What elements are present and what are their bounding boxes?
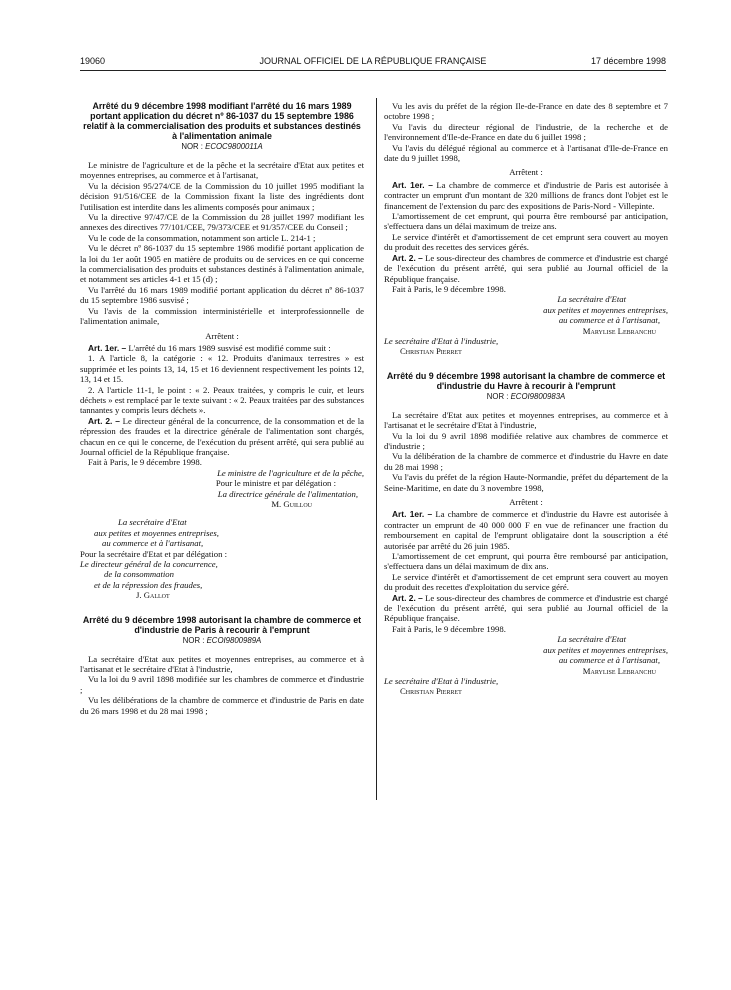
paragraph: Vu la décision 95/274/CE de la Commission du 10 juillet 1995 modifiant la décision 91/516/CEE de la Commission fixant la liste des ingrédients dont l'utilisation est interdite dans les aliments composés pour animaux ;: [80, 180, 364, 212]
nor-reference: [80, 636, 364, 645]
signature-line: aux petites et moyennes entreprises,: [94, 527, 219, 538]
signatory-name: Christian Pierret: [400, 686, 462, 697]
signatory-name: Marylise Lebranchu: [582, 325, 656, 336]
paragraph: Vu l'avis de la commission interministérielle et interprofessionnelle de l'alimentation animale,: [80, 305, 364, 327]
paragraph: Le ministre de l'agriculture et de la pêche et la secrétaire d'Etat aux petites et moyennes entreprises, au commerce et à l'artisanat,: [80, 160, 364, 181]
signature-line: au commerce et à l'artisanat,: [558, 655, 660, 666]
arretent-heading: Arrêtent :: [509, 497, 543, 507]
signature-line: et de la répression des fraudes,: [94, 579, 203, 590]
article-2: [384, 253, 668, 284]
paragraph: Vu l'arrêté du 16 mars 1989 modifié portant application du décret nº 86-1037 du 15 septembre 1986 susvisé ;: [80, 284, 364, 306]
article-1: [384, 180, 668, 211]
article-text: Le directeur général de la concurrence, de la consommation et de la répression des fraudes et la directrice générale de l'alimentation sont chargés, chacun en ce qui le concerne, de l'exécution du présent arrêté, qui sera publié au Journal officiel de la République française.: [80, 415, 364, 457]
paragraph: Vu l'avis du préfet de la région Haute-Normandie, préfet du département de la Seine-Maritime, en date du 3 novembre 1998,: [384, 472, 668, 493]
decree-title: Arrêté du 9 décembre 1998 modifiant l'arrêté du 16 mars 1989 portant application du décret nº 86-1037 du 15 septembre 1986 relatif à la commercialisation des produits et substances destinés à l'alimentation animale: [83, 101, 361, 141]
signature-line: La secrétaire d'Etat: [557, 294, 626, 305]
paragraph: Vu la délibération de la chambre de commerce et d'industrie du Havre en date du 28 mai 1998 ;: [384, 451, 668, 472]
arretent-heading: Arrêtent :: [205, 330, 239, 341]
article-2: [384, 593, 668, 624]
signature-line: de la consommation: [104, 569, 174, 580]
nor-reference: [384, 392, 668, 401]
signature-line: Pour la secrétaire d'Etat et par délégation :: [80, 548, 228, 559]
issue-date: 17 décembre 1998: [590, 56, 666, 66]
signature-line: au commerce et à l'artisanat,: [558, 315, 660, 326]
article-label: Art. 2. –: [88, 415, 120, 426]
left-column: [80, 101, 364, 716]
signature-line: La secrétaire d'Etat: [118, 517, 187, 528]
signature-line: au commerce et à l'artisanat,: [102, 538, 204, 549]
paragraph: Le service d'intérêt et d'amortissement de cet emprunt sera couvert au moyen du produit des recettes des services gérés.: [384, 231, 668, 253]
article-label: Art. 1er. –: [88, 342, 127, 353]
signature-place-date: Fait à Paris, le 9 décembre 1998.: [392, 283, 506, 294]
nor-code: ECOI9800983A: [510, 391, 566, 401]
page-header: [80, 56, 666, 68]
paragraph: La secrétaire d'Etat aux petites et moyennes entreprises, au commerce et à l'artisanat et le secrétaire d'Etat à l'industrie,: [384, 409, 668, 431]
signature-line: Le secrétaire d'Etat à l'industrie,: [384, 335, 499, 346]
nor-label: NOR :: [486, 391, 509, 401]
paragraph: 1. A l'article 8, la catégorie : « 12. Produits d'animaux terrestres » est supprimée et les points 13, 14, 15 et 16 deviennent respectivement les points 12, 13, 14 et 15.: [80, 353, 364, 385]
paragraph: L'amortissement de cet emprunt, qui pourra être remboursé par anticipation, s'effectuera dans un délai maximum de dix ans.: [384, 551, 668, 572]
signature-line: aux petites et moyennes entreprises,: [543, 304, 668, 315]
nor-code: ECOC9800011A: [205, 142, 263, 151]
paragraph: La secrétaire d'Etat aux petites et moyennes entreprises, au commerce et à l'artisanat et le secrétaire d'Etat à l'industrie,: [80, 653, 364, 675]
decree-title: Arrêté du 9 décembre 1998 autorisant la chambre de commerce et d'industrie du Havre à recourir à l'emprunt: [386, 370, 666, 391]
paragraph: Vu l'avis du délégué régional au commerce et à l'artisanat d'Ile-de-France en date du 9 juillet 1998,: [384, 142, 668, 164]
arretent-heading: Arrêtent :: [509, 167, 543, 178]
paragraph: Vu la directive 97/47/CE de la Commission du 28 juillet 1997 modifiant les annexes des directives 77/101/CEE, 79/373/CEE et 91/357/CEE du Conseil ;: [80, 212, 364, 233]
nor-label: NOR :: [182, 635, 205, 645]
signature-line: Pour le ministre et par délégation :: [215, 478, 336, 489]
signatory-name: J. Gallot: [136, 590, 170, 601]
column-divider: [376, 98, 377, 800]
signature-line: Le directeur général de la concurrence,: [80, 559, 218, 570]
nor-code: ECOI9800989A: [206, 635, 262, 645]
article-text: Le sous-directeur des chambres de commerce et d'industrie est chargé de l'exécution du présent arrêté, qui sera publié au Journal officiel de la République française.: [384, 252, 668, 284]
article-label: Art. 2. –: [392, 592, 423, 603]
header-rule: [80, 70, 666, 71]
article-label: Art. 1er. –: [392, 509, 433, 520]
paragraph: Le service d'intérêt et d'amortissement de cet emprunt sera couvert au moyen du produit des recettes d'exploitation du service géré.: [384, 571, 668, 593]
article-1: [384, 509, 668, 551]
decree-title: Arrêté du 9 décembre 1998 autorisant la chambre de commerce et d'industrie de Paris à recourir à l'emprunt: [82, 614, 362, 635]
article-text: Le sous-directeur des chambres de commerce et d'industrie est chargé de l'exécution du présent arrêté, qui sera publié au Journal officiel de la République française.: [384, 592, 668, 624]
signature-line: aux petites et moyennes entreprises,: [543, 644, 668, 655]
journal-title: JOURNAL OFFICIEL DE LA RÉPUBLIQUE FRANÇAISE: [259, 56, 487, 66]
signature-line: Le secrétaire d'Etat à l'industrie,: [384, 675, 499, 686]
article-text: La chambre de commerce et d'industrie de Paris est autorisée à contracter un emprunt d'un montant de 320 millions de francs dont l'objet est le financement de l'extension du parc des expositions de Paris-Nord - Villepinte.: [384, 179, 668, 211]
page-number: 19060: [80, 56, 106, 66]
right-column: [384, 101, 668, 697]
nor-label: NOR :: [181, 142, 203, 151]
nor-reference: [80, 142, 364, 151]
article-text: La chambre de commerce et d'industrie du Havre est autorisée à contracter un emprunt de 40 000 000 F en vue de refinancer une fraction du remboursement en capital de l'emprunt obligataire dont la souscription a été autorisée par arrêté du 26 juin 1985.: [384, 509, 669, 551]
signature-place-date: Fait à Paris, le 9 décembre 1998.: [88, 457, 202, 468]
paragraph: Vu les avis du préfet de la région Ile-de-France en date des 8 septembre et 7 octobre 1998 ;: [384, 101, 668, 122]
paragraph: Vu la loi du 9 avril 1898 modifiée sur les chambres de commerce et d'industrie ;: [80, 674, 364, 695]
paragraph: Vu l'avis du directeur régional de l'industrie, de la recherche et de l'environnement d'Ile-de-France en date du 6 juillet 1998 ;: [384, 121, 668, 143]
paragraph: Vu le code de la consommation, notamment son article L. 214-1 ;: [88, 232, 316, 243]
paragraph: L'amortissement de cet emprunt, qui pourra être remboursé par anticipation, s'effectuera dans un délai maximum de treize ans.: [384, 211, 668, 232]
article-label: Art. 2. –: [392, 252, 423, 263]
article-1: [80, 343, 364, 353]
paragraph: Vu les délibérations de la chambre de commerce et d'industrie de Paris en date du 26 mars 1998 et du 28 mai 1998 ;: [80, 695, 364, 716]
signatory-name: Christian Pierret: [400, 346, 462, 357]
article-text: L'arrêté du 16 mars 1989 susvisé est modifié comme suit :: [128, 342, 331, 353]
signature-line: La directrice générale de l'alimentation,: [217, 488, 358, 499]
signatory-name: Marylise Lebranchu: [582, 665, 656, 676]
paragraph: 2. A l'article 11-1, le point : « 2. Peaux traitées, y compris le cuir, et leurs déchets » est remplacé par le texte suivant : « 2. Peaux traitées par des substances tannantes y compris leurs déchets ».: [80, 384, 364, 416]
article-2: [80, 416, 364, 458]
signatory-name: M. Guillou: [271, 499, 312, 509]
paragraph: Vu la loi du 9 avril 1898 modifiée relative aux chambres de commerce et d'industrie ;: [384, 430, 668, 451]
paragraph: Vu le décret nº 86-1037 du 15 septembre 1986 modifié portant application de la loi du 1er août 1905 en matière de produits ou de services en ce qui concerne la commercialisation des produits et substances destinés à l'alimentation animale, et notamment ses articles 4-1 et 15 (d) ;: [80, 243, 364, 285]
article-label: Art. 1er. –: [392, 179, 433, 190]
signature-line: Le ministre de l'agriculture et de la pêche,: [217, 467, 364, 478]
signature-place-date: Fait à Paris, le 9 décembre 1998.: [392, 623, 506, 634]
signature-line: La secrétaire d'Etat: [557, 634, 626, 645]
